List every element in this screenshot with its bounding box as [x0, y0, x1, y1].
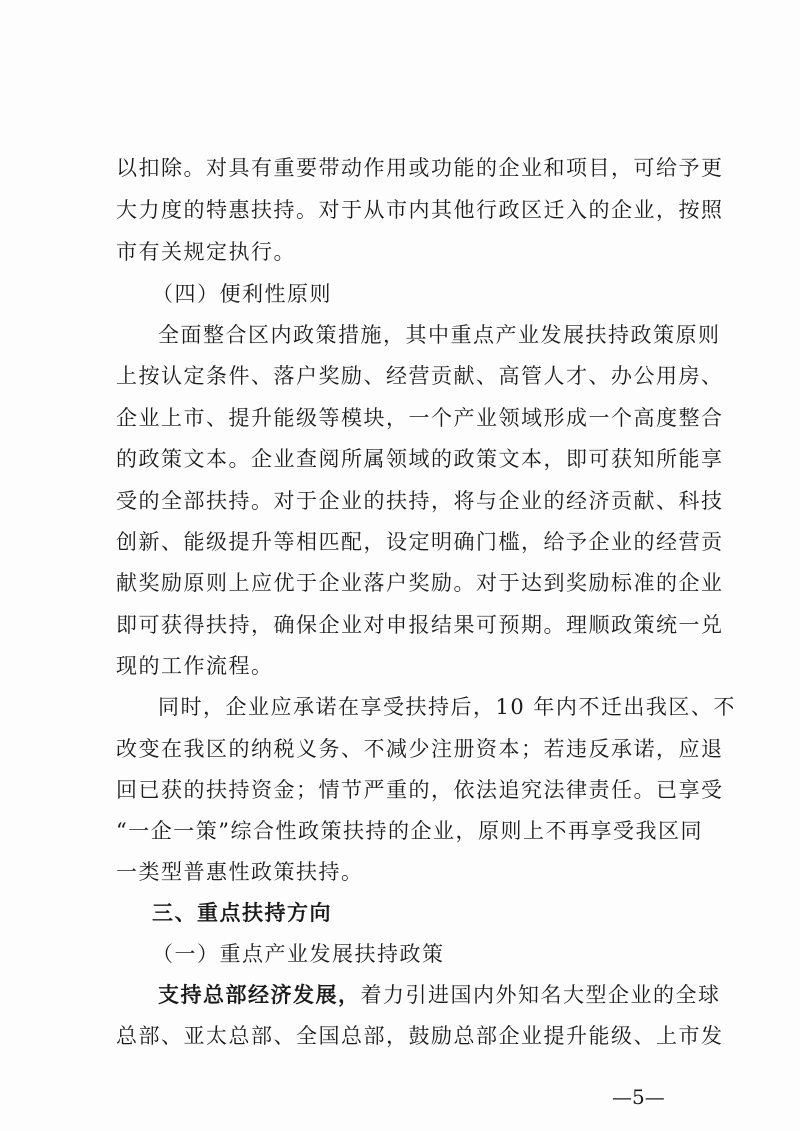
body-line: 的政策文本。企业查阅所属领域的政策文本，即可获知所能享	[116, 447, 724, 471]
body-line: 总部、亚太总部、全国总部，鼓励总部企业提升能级、上市发	[116, 1024, 724, 1048]
body-line: 献奖励原则上应优于企业落户奖励。对于达到奖励标准的企业	[116, 571, 724, 595]
body-line: 回已获的扶持资金；情节严重的，依法追究法律责任。已享受	[116, 778, 724, 802]
page-number: —5—	[612, 1085, 665, 1109]
body-line: 受的全部扶持。对于企业的扶持，将与企业的经济贡献、科技	[116, 489, 724, 513]
paragraph-first-line	[158, 980, 721, 1010]
body-line: 以扣除。对具有重要带动作用或功能的企业和项目，可给予更	[116, 156, 724, 180]
body-text: 着力引进国内外知名大型企业的全球	[360, 983, 721, 1007]
section-subheading: （一）重点产业发展扶持政策	[152, 942, 445, 966]
paragraph-first-line: 全面整合区内政策措施，其中重点产业发展扶持政策原则	[158, 323, 721, 347]
section-heading: 三、重点扶持方向	[152, 901, 332, 925]
body-line: 现的工作流程。	[116, 654, 274, 678]
body-line: 上按认定条件、落户奖励、经营贡献、高管人才、办公用房、	[116, 364, 724, 388]
body-line: 即可获得扶持，确保企业对申报结果可预期。理顺政策统一兑	[116, 613, 724, 637]
body-line: “一企一策”综合性政策扶持的企业，原则上不再享受我区同	[116, 819, 703, 843]
body-line: 一类型普惠性政策扶持。	[116, 860, 364, 884]
body-line: 市有关规定执行。	[116, 240, 296, 264]
section-subheading: （四）便利性原则	[152, 282, 332, 306]
body-line: 大力度的特惠扶持。对于从市内其他行政区迁入的企业，按照	[116, 198, 724, 222]
paragraph-first-line: 同时，企业应承诺在享受扶持后，10 年内不迁出我区、不	[158, 695, 736, 719]
body-line: 改变在我区的纳税义务、不减少注册资本；若违反承诺，应退	[116, 737, 724, 761]
body-line: 创新、能级提升等相匹配，设定明确门槛，给予企业的经营贡	[116, 530, 724, 554]
bold-lead-in: 支持总部经济发展，	[158, 983, 361, 1007]
body-line: 企业上市、提升能级等模块，一个产业领域形成一个高度整合	[116, 406, 724, 430]
